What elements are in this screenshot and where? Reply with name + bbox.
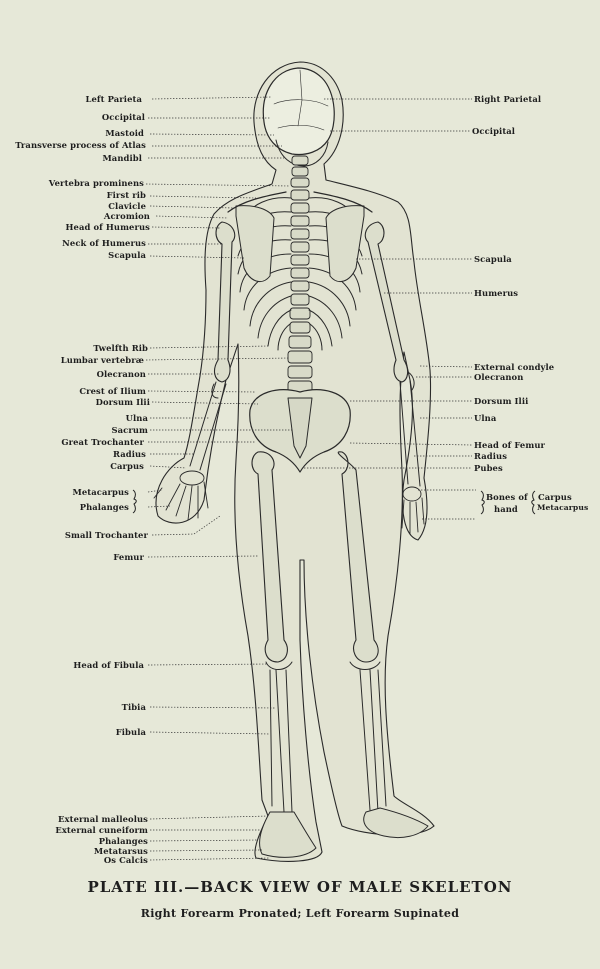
vertebral-column [288,156,312,393]
label-head-of-femur: Head of Femur [474,440,546,450]
label-olecranon-right: Olecranon [474,372,524,382]
label-fibula: Fibula [115,727,146,737]
label-external-malleolus: External malleolus [58,814,148,824]
label-right-parietal: Right Parietal [474,94,542,104]
label-scapula-left: Scapula [108,250,146,260]
label-small-trochanter: Small Trochanter [64,530,148,540]
label-head-of-humerus: Head of Humerus [65,222,150,232]
label-phalanges-hand: Phalanges [79,502,129,512]
label-tibia: Tibia [121,702,146,712]
label-humerus: Humerus [474,288,519,298]
label-femur: Femur [113,552,144,562]
label-dorsum-ilii-right: Dorsum Ilii [474,396,529,406]
label-neck-of-humerus: Neck of Humerus [62,238,146,248]
label-lumbar-vertebrae: Lumbar vertebræ [60,355,144,365]
label-olecranon-left: Olecranon [96,369,146,379]
label-crest-of-ilium: Crest of Ilium [79,386,146,396]
label-great-trochanter: Great Trochanter [61,437,144,447]
brace-hand-left [133,490,136,513]
label-occipital-right: Occipital [472,126,516,136]
label-metatarsus: Metatarsus [93,846,148,856]
label-head-of-fibula: Head of Fibula [73,660,144,670]
label-occipital-left: Occipital [101,112,145,122]
brace-carpus [532,491,535,514]
skeleton-figure [154,62,434,861]
label-carpus-right: Carpus [538,492,572,502]
label-mastoid: Mastoid [105,128,144,138]
label-pubes: Pubes [474,463,503,473]
label-vertebra-prominens: Vertebra prominens [48,178,144,188]
label-twelfth-rib: Twelfth Rib [93,343,148,353]
label-external-cuneiform: External cuneiform [55,825,148,835]
label-first-rib: First rib [106,190,146,200]
label-dorsum-ilii-left: Dorsum Ilii [95,397,150,407]
label-acromion: Acromion [103,211,150,221]
label-ulna-left: Ulna [125,413,148,423]
label-os-calcis: Os Calcis [103,855,148,865]
label-radius-right: Radius [474,451,508,461]
plate-subtitle: Right Forearm Pronated; Left Forearm Supinated [140,907,460,920]
label-sacrum: Sacrum [111,425,148,435]
label-scapula-right: Scapula [474,254,512,264]
label-clavicle: Clavicle [108,201,146,211]
label-bones-of: Bones of [486,492,528,502]
skull [263,68,334,154]
label-hand: hand [494,504,518,514]
plate-title: PLATE III.—BACK VIEW OF MALE SKELETON [87,878,513,896]
label-carpus-left: Carpus [110,461,144,471]
label-transverse-process-atlas: Transverse process of Atlas [15,140,146,150]
brace-bones-of [481,491,484,514]
label-phalanges-foot: Phalanges [98,836,148,846]
label-radius-left: Radius [112,449,146,459]
label-left-parietal: Left Parieta [85,94,142,104]
label-external-condyle: External condyle [474,362,555,372]
label-mandible: Mandibl [102,153,142,163]
label-ulna-right: Ulna [474,413,497,423]
label-metacarpus-right: Metacarpus [537,503,589,512]
label-metacarpus-left: Metacarpus [72,487,129,497]
